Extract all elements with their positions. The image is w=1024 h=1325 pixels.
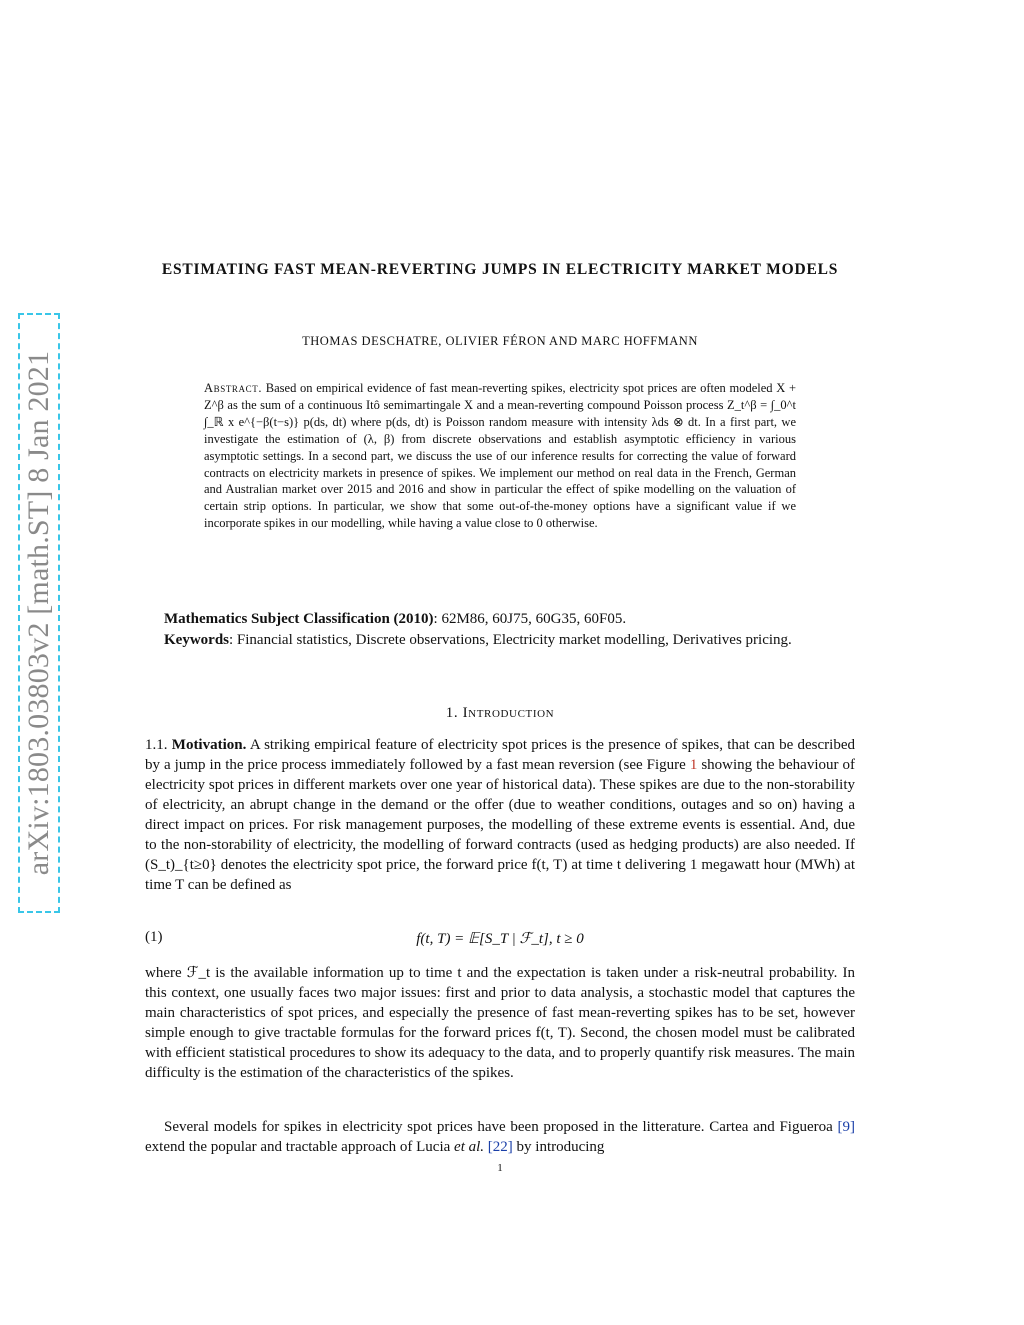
page-number: 1 xyxy=(497,1162,503,1174)
keywords-label: Keywords xyxy=(164,631,229,648)
paragraph-3 xyxy=(145,1117,855,1157)
section-heading xyxy=(145,705,855,722)
abstract xyxy=(204,380,796,532)
keywords-line xyxy=(145,630,855,651)
motivation-text-a: A striking empirical feature of electricity spot prices is the presence of spikes, that can be described by a jump in the price process immediately followed by a fast mean reversion (see Figure xyxy=(145,737,855,773)
subsection-number: 1.1. xyxy=(145,737,168,753)
abstract-text: Based on empirical evidence of fast mean-reverting spikes, electricity spot prices are often modeled X + Z^β as the sum of a continuous Itô semimartingale X and a mean-reverting compound Poisson process Z_t^β = ∫_0^t ∫_ℝ x e^{−β(t−s)} p(ds, dt) where p(ds, dt) is Poisson random measure with intensity λds ⊗ dt. In a first part, we investigate the estimation of (λ, β) from discrete observations and establish asymptotic efficiency in various asymptotic settings. In a second part, we discuss the use of our inference results for correcting the value of forward contracts on electricity markets in presence of spikes. We implement our method on real data in the French, German and Australian market over 2015 and 2016 and show in particular the effect of spike modelling on the valuation of certain strip options. In particular, we show that some out-of-the-money options have a significant value if we incorporate spikes in our modelling, while having a value close to 0 otherwise. xyxy=(204,381,797,531)
citation-link[interactable]: [22] xyxy=(487,1139,513,1155)
equation-body: f(t, T) = 𝔼[S_T | ℱ_t], t ≥ 0 xyxy=(416,931,584,947)
paper-metadata xyxy=(145,609,855,650)
para3-text-a: Several models for spikes in electricity spot prices have been proposed in the litterature. Cartea and Figueroa xyxy=(164,1119,838,1135)
arxiv-stamp xyxy=(18,313,60,913)
abstract-label: Abstract. xyxy=(204,381,263,395)
paper-title: ESTIMATING FAST MEAN-REVERTING JUMPS IN ELECTRICITY MARKET MODELS xyxy=(161,261,839,278)
equation-number: (1) xyxy=(145,929,163,945)
paragraph-2 xyxy=(145,963,855,1083)
section-number: 1. xyxy=(445,705,459,721)
paper-authors: THOMAS DESCHATRE, OLIVIER FÉRON AND MARC HOFFMANN xyxy=(302,334,698,348)
para3-etal: et al. xyxy=(454,1139,485,1155)
arxiv-id: arXiv:1803.03803v2 [math.ST] 8 Jan 2021 xyxy=(22,350,56,876)
figure-ref-link[interactable]: 1 xyxy=(689,757,698,773)
motivation-paragraph xyxy=(145,735,855,895)
citation-link[interactable]: [9] xyxy=(837,1119,855,1135)
msc-value: : 62M86, 60J75, 60G35, 60F05. xyxy=(433,611,627,627)
equation-1 xyxy=(145,929,855,951)
section-title: Introduction xyxy=(462,705,555,721)
para3-text-d: by introducing xyxy=(512,1139,605,1155)
keywords-value: : Financial statistics, Discrete observations, Electricity market modelling, Derivatives pricing. xyxy=(229,631,792,648)
motivation-text-b: showing the behaviour of electricity spot prices in different markets over one year of historical data). These spikes are due to the non-storability of electricity, an abrupt change in the demand or the offer (due to weather conditions, outages and so on) having a direct impact on prices. For risk management purposes, the modelling of these extreme events is essential. And, due to the non-storability of electricity, the modelling of forward contracts (used as hedging products) are also needed. If (S_t)_{t≥0} denotes the electricity spot price, the forward price f(t, T) at time t delivering 1 megawatt hour (MWh) at time T can be defined as xyxy=(145,757,856,893)
paragraph-2-text: where ℱ_t is the available information up to time t and the expectation is taken under a risk-neutral probability. In this context, one usually faces two major issues: first and prior to data analysis, a stochastic model that captures the main characteristics of spot prices, and especially the presence of fast mean-reverting spikes has to be set, however simple enough to give tractable formulas for the forward prices f(t, T). Second, the chosen model must be calibrated with efficient statistical procedures to show its adequacy to the data, and to properly quantify risk measures. The main difficulty is the estimation of the characteristics of the spikes. xyxy=(145,965,855,1081)
subsection-heading: Motivation. xyxy=(171,737,247,753)
para3-text-b: extend the popular and tractable approach of Lucia xyxy=(145,1139,455,1155)
msc-label: Mathematics Subject Classification (2010) xyxy=(164,611,434,627)
msc-line xyxy=(145,609,855,630)
